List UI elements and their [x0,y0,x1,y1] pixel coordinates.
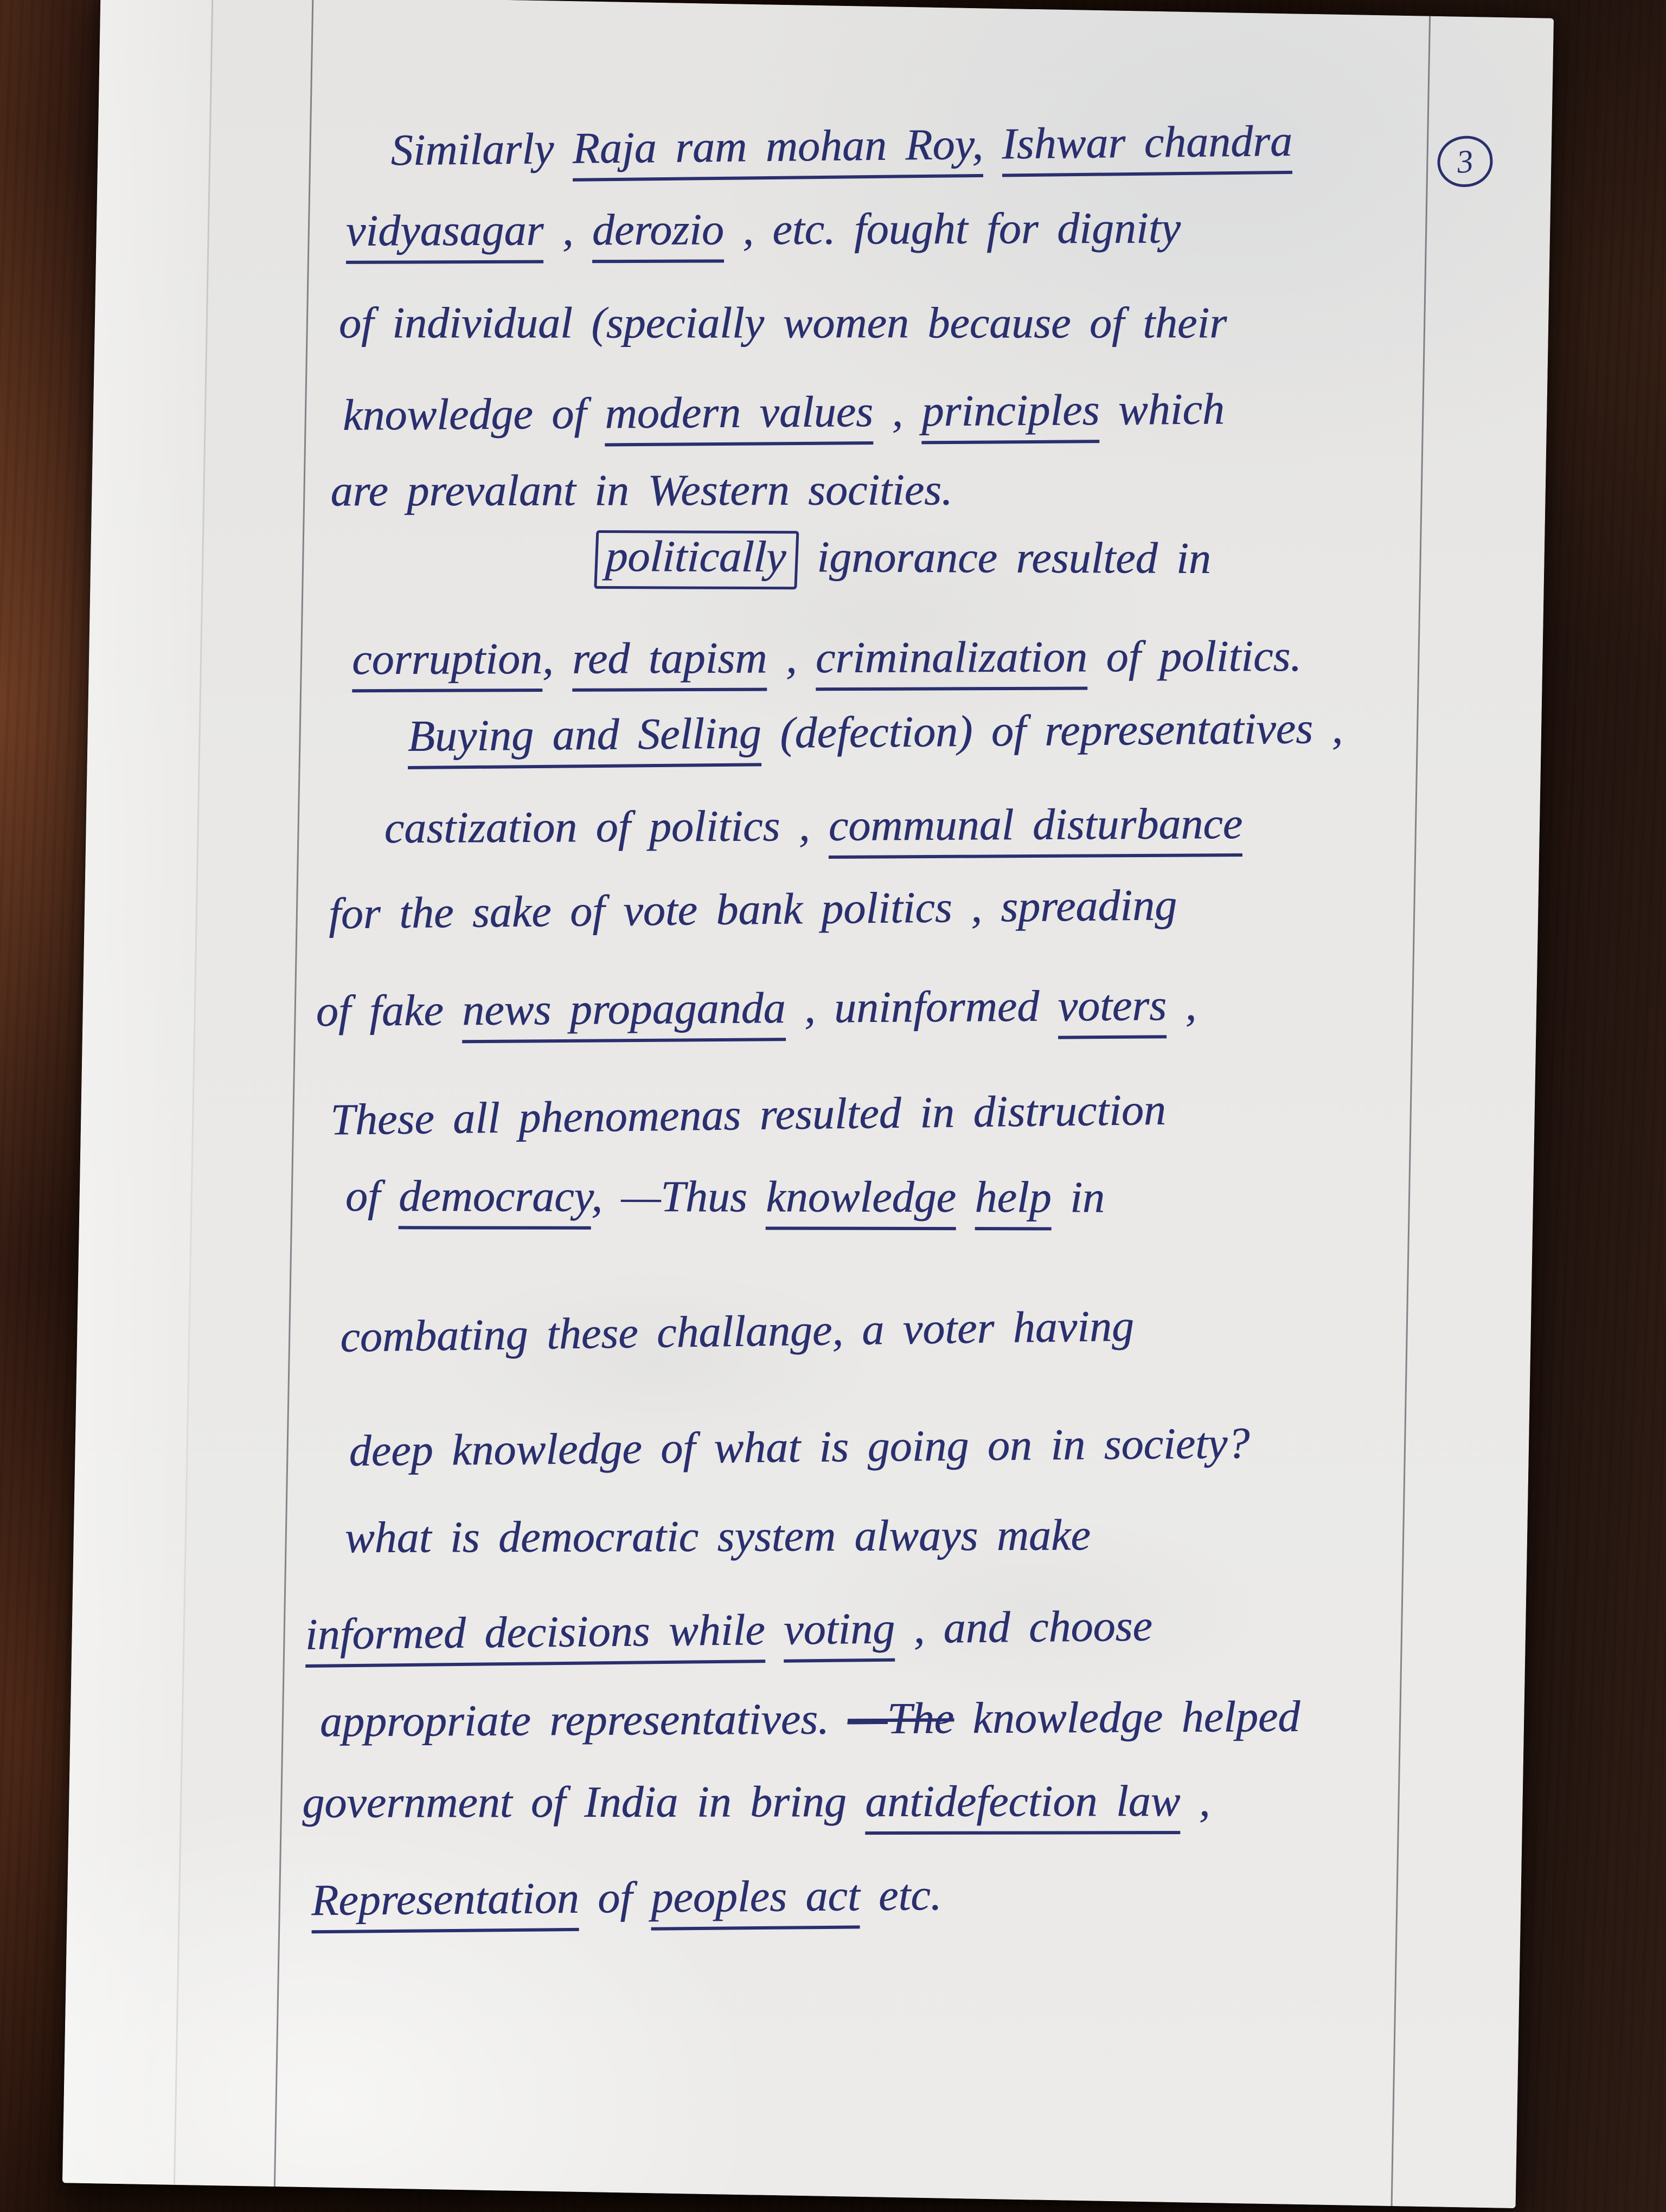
text-line [407,703,1343,761]
text-segment: in [1051,1172,1105,1222]
text-segment: for the sake of vote bank politics , spreading [328,880,1177,938]
text-segment: knowledge helped [953,1692,1300,1743]
text-segment: These all phenomenas resulted in distruction [330,1084,1167,1144]
text-segment: castization of politics , [384,800,829,853]
text-segment: —The [847,1693,954,1744]
text-line [320,1694,1300,1744]
text-segment: are prevalant in Western socities. [330,465,953,516]
text-segment [765,1605,784,1654]
text-segment: peoples act [651,1870,860,1930]
text-segment: appropriate representatives. [319,1694,848,1746]
boxed-word: politically [594,530,799,589]
text-segment [983,119,1002,169]
text-segment: antidefection law [865,1776,1180,1835]
text-segment: voting [784,1604,895,1663]
page-number: 3 [1455,143,1475,180]
text-segment: , [1166,980,1197,1030]
text-segment: , etc. fought for dignity [723,203,1181,254]
text-segment: Raja ram mohan Roy, [572,119,983,182]
text-segment: ignorance resulted in [798,532,1211,583]
text-segment: (defection) of representatives , [761,703,1343,758]
notebook-page [62,0,1554,2208]
text-line [339,1301,1135,1362]
text-segment: news propaganda [462,983,786,1043]
text-line [351,631,1302,684]
text-line [384,799,1243,853]
text-line [338,298,1227,348]
text-segment: red tapism [572,633,767,692]
text-segment: voters [1058,980,1167,1039]
text-line [345,203,1181,255]
text-segment: what is democratic system always make [344,1510,1091,1562]
text-line [390,115,1293,175]
text-segment: of fake [316,985,463,1036]
text-segment: of [345,1171,399,1221]
text-segment: deep knowledge of what is going on in society? [349,1418,1250,1476]
text-segment: , [873,386,922,436]
text-segment: , uninformed [785,981,1058,1033]
text-segment: vidyasagar [346,205,544,264]
text-line [342,384,1225,440]
text-segment: , —Thus [591,1171,766,1221]
text-segment: knowledge [766,1172,956,1230]
text-segment: corruption [352,634,542,692]
text-line [349,1418,1250,1476]
text-segment: Buying and Selling [407,708,761,769]
text-segment: democracy [399,1171,591,1230]
text-segment: government of India in bring [302,1777,866,1827]
text-line [311,1870,942,1925]
text-segment: , [543,205,592,255]
text-segment: derozio [592,204,724,263]
text-segment: of politics. [1087,631,1302,681]
text-line [595,530,1211,591]
margin-rule-left [274,0,314,2197]
text-line [330,1084,1167,1144]
text-line [328,880,1177,938]
text-line [302,1776,1210,1827]
page-number-badge [1436,134,1495,190]
text-segment: help [975,1172,1051,1230]
text-line [305,1600,1153,1659]
text-segment [956,1172,975,1221]
text-line [345,1171,1105,1222]
text-segment: communal disturbance [828,799,1242,859]
text-segment: which [1099,384,1225,435]
margin-rule-right [1391,5,1431,2208]
text-segment: Representation [311,1873,579,1933]
text-segment: , and choose [894,1600,1153,1653]
text-segment: combating these challange, a voter having [339,1301,1135,1362]
text-segment: knowledge of [342,388,605,440]
text-line [344,1510,1091,1562]
text-segment: , [1180,1776,1210,1826]
text-segment: Ishwar chandra [1002,116,1293,177]
text-segment: Similarly [390,123,573,175]
text-segment: criminalization [816,632,1088,691]
text-segment: of individual (specially women because of their [338,298,1227,348]
text-line [316,980,1197,1036]
text-segment: of [579,1872,651,1922]
text-segment: modern values [605,387,873,446]
text-segment: principles [921,385,1100,444]
text-segment: , [767,633,816,683]
text-segment: informed decisions while [305,1605,765,1668]
text-segment: , [542,633,573,683]
text-line [330,465,953,516]
text-segment: etc. [860,1870,942,1920]
